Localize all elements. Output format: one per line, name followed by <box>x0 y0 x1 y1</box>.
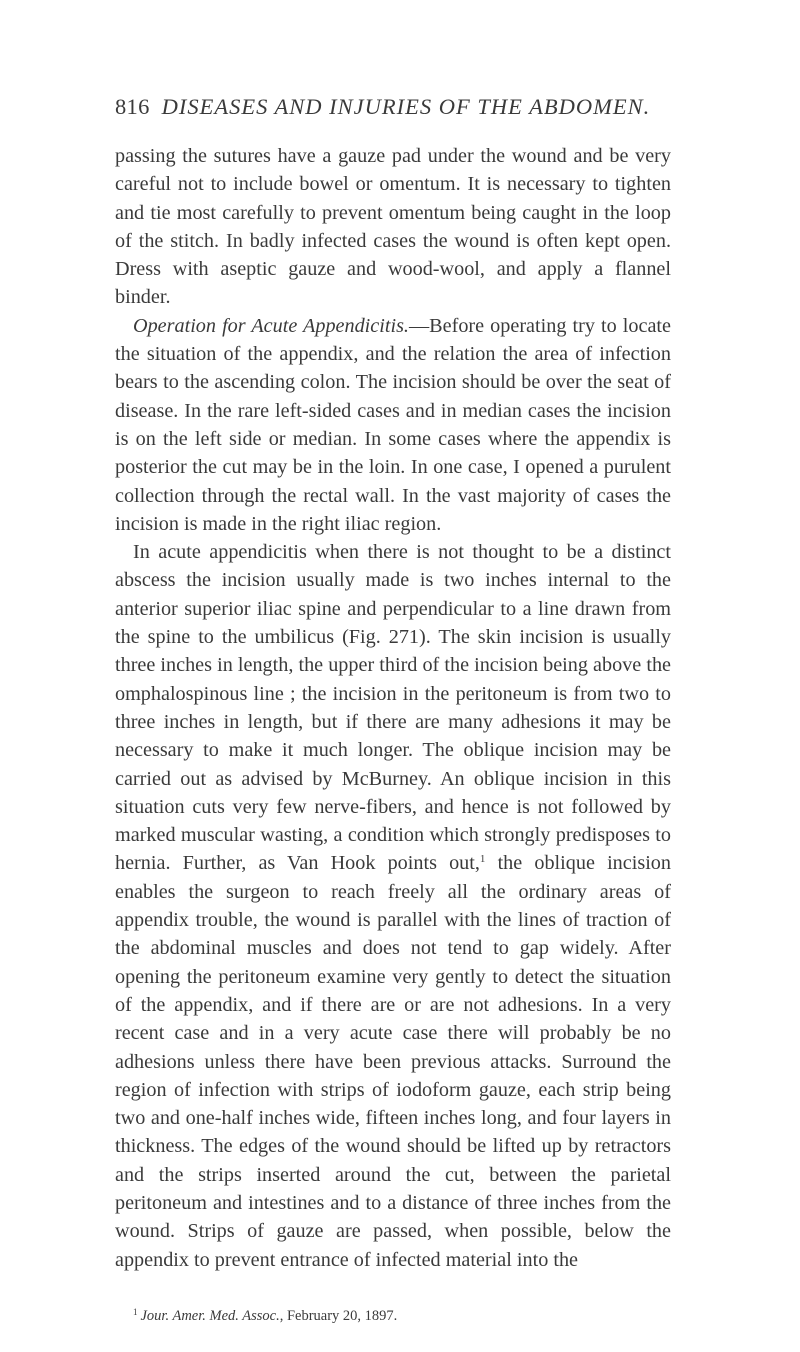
running-title: DISEASES AND INJURIES OF THE ABDOMEN. <box>161 94 651 119</box>
section-heading: Operation for Acute Appendicitis. <box>133 314 409 337</box>
running-header <box>115 94 650 120</box>
paragraph-appendicitis <box>115 312 671 538</box>
footnote-mark: 1 <box>133 1307 138 1317</box>
paragraph-text: In acute appendicitis when there is not thought to be a distinct abscess the incision usually made is two inches internal to the anterior superior iliac spine and perpendicular to a line drawn from the spine to the umbilicus (Fig. 271). The skin incision is usually three inches in length, the upper third of the incision being above the omphalospinous line ; the incision in the peritoneum is from two to three inches in length, but if there are many adhesions it may be necessary to make it much longer. The oblique incision may be carried out as advised by McBurney. An oblique incision in this situation cuts very few nerve-fibers, and hence is not followed by marked muscular wasting, a condition which strongly predisposes to hernia. Further, as Van Hook points out, <box>115 541 671 875</box>
paragraph-text: the oblique incision enables the surgeon to reach freely all the ordinary areas of appendix trouble, the wound is parallel with the lines of traction of the abdominal muscles and does not tend to gap widely. After opening the peritoneum examine very gently to detect the situation of the appendix, and if there are or are not adhesions. In a very recent case and in a very acute case there will probably be no adhesions unless there have been previous attacks. Surround the region of infection with strips of iodoform gauze, each strip being two and one-half inches wide, fifteen inches long, and four layers in thickness. The edges of the wound should be lifted up by retractors and the strips inserted around the cut, between the parietal peritoneum and intestines and to a distance of three inches from the wound. Strips of gauze are passed, when possible, below the appendix to prevent entrance of infected material into the <box>115 852 671 1271</box>
page-number: 816 <box>115 94 150 119</box>
footnote-date: , February 20, 1897. <box>279 1308 398 1324</box>
footnote-reference: 1 <box>479 853 486 866</box>
footnote <box>133 1308 397 1325</box>
paragraph-incision <box>115 538 671 1274</box>
footnote-journal: Jour. Amer. Med. Assoc. <box>140 1308 280 1324</box>
paragraph-continued: passing the sutures have a gauze pad under the wound and be very careful not to include bowel or omentum. It is necessary to tighten and tie most carefully to prevent omentum being caught in the loop of the stitch. In badly infected cases the wound is often kept open. Dress with aseptic gauze and wood-wool, and apply a flannel binder. <box>115 145 671 309</box>
body-text <box>115 142 671 1274</box>
paragraph-text: —Before operating try to locate the situation of the appendix, and the relation the area of infection bears to the ascending colon. The incision should be over the seat of disease. In the rare left-sided cases and in median cases the incision is on the left side or median. In some cases where the appendix is posterior the cut may be in the loin. In one case, I opened a purulent collection through the rectal wall. In the vast majority of cases the incision is made in the right iliac region. <box>115 314 671 535</box>
